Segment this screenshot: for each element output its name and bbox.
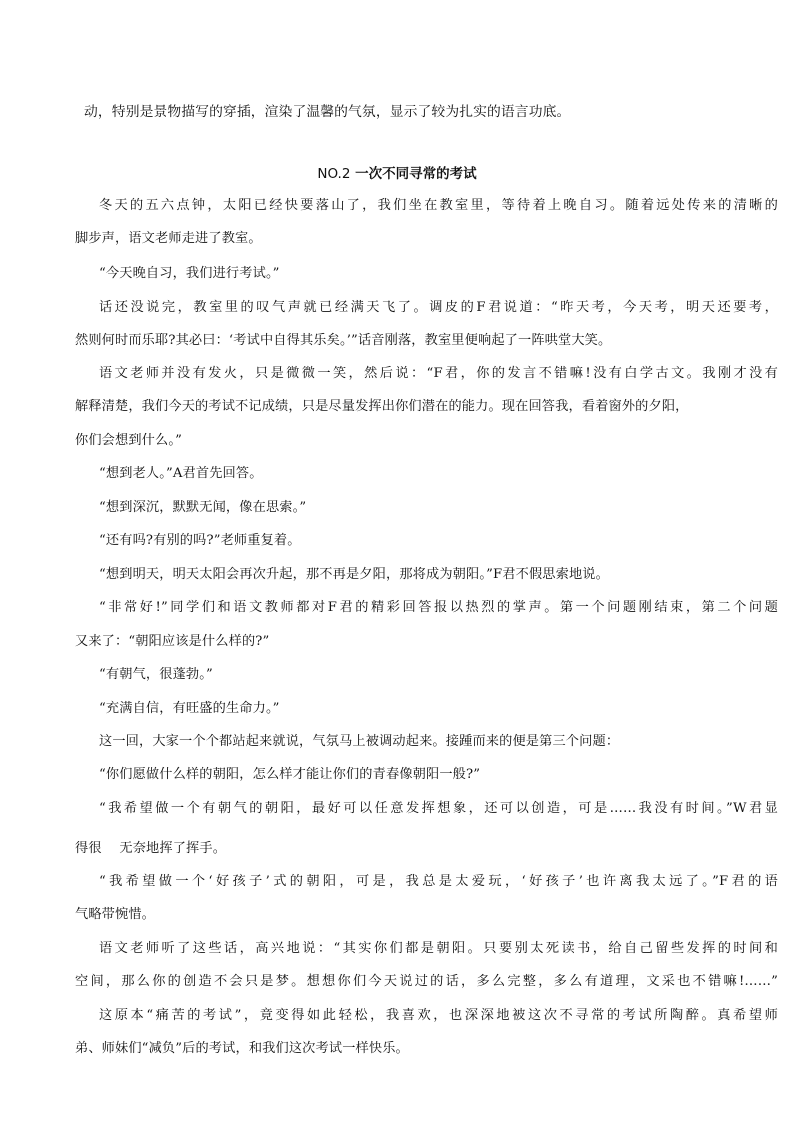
intro-paragraph-line: 动，特别是景物描写的穿插，渲染了温馨的气氛，显示了较为扎实的语言功底。 [84, 104, 571, 120]
body-line: 语文老师并没有发火，只是微微一笑，然后说：“F君，你的发言不错嘛!没有白学古文。我刚才没有 [99, 366, 778, 381]
body-line: 这一回，大家一个个都站起来就说，气氛马上被调动起来。接踵而来的便是第三个问题： [99, 734, 620, 749]
body-line: 得很 无奈地挥了挥手。 [75, 841, 227, 856]
essay-number: NO.2 [317, 166, 351, 182]
essay-title [0, 165, 794, 183]
body-line: “还有吗?有别的吗?”老师重复着。 [99, 533, 301, 548]
body-line: “想到深沉，默默无闻，像在思索。” [99, 500, 307, 515]
body-line: 然则何时而乐耶?其必曰：‘考试中自得其乐矣。’”话音刚落，教室里便响起了一阵哄堂大笑。 [75, 333, 612, 348]
body-line: 又来了：“朝阳应该是什么样的?” [75, 634, 270, 649]
body-line: “我希望做一个有朝气的朝阳，最好可以任意发挥想象，还可以创造，可是……我没有时间。”W君显 [99, 801, 778, 816]
body-line: “想到老人。”A君首先回答。 [99, 466, 263, 481]
body-line: 话还没说完，教室里的叹气声就已经满天飞了。调皮的F君说道：“昨天考，今天考，明天还要考， [99, 300, 778, 315]
body-line: “有朝气，很蓬勃。” [99, 667, 213, 682]
body-line: 你们会想到什么。” [75, 433, 182, 448]
body-line: 气略带惋惜。 [75, 907, 156, 922]
body-line: 空间，那么你的创造不会只是梦。想想你们今天说过的话，多么完整，多么有道理，文采也不错嘛!……” [75, 974, 778, 989]
body-line: 弟、师妹们“减负”后的考试，和我们这次考试一样快乐。 [75, 1041, 409, 1056]
body-line: “你们愿做什么样的朝阳，怎么样才能让你们的青春像朝阳一般?” [99, 767, 481, 782]
body-line: “充满自信，有旺盛的生命力。” [99, 701, 280, 716]
body-line: “想到明天，明天太阳会再次升起，那不再是夕阳，那将成为朝阳。”F君不假思索地说。 [99, 567, 609, 582]
body-line: 解释清楚，我们今天的考试不记成绩，只是尽量发挥出你们潜在的能力。现在回答我，看着窗外的夕阳， [75, 399, 689, 414]
body-line: 这原本“痛苦的考试”，竟变得如此轻松，我喜欢，也深深地被这次不寻常的考试所陶醉。真希望师 [99, 1008, 778, 1023]
body-line: “我希望做一个‘好孩子’式的朝阳，可是，我总是太爱玩，‘好孩子’也许离我太远了。”F君的语 [99, 874, 778, 889]
body-line: 冬天的五六点钟，太阳已经快要落山了，我们坐在教室里，等待着上晚自习。随着远处传来的清晰的 [99, 198, 778, 213]
body-line: “今天晚自习，我们进行考试。” [99, 266, 280, 281]
essay-title-text: 一次不同寻常的考试 [355, 166, 477, 182]
body-line: 脚步声，语文老师走进了教室。 [75, 231, 262, 246]
body-line: 语文老师听了这些话，高兴地说：“其实你们都是朝阳。只要别太死读书，给自己留些发挥的时间和 [99, 941, 778, 956]
body-line: “非常好!”同学们和语文教师都对F君的精彩回答报以热烈的掌声。第一个问题刚结束，第二个问题 [99, 600, 778, 615]
